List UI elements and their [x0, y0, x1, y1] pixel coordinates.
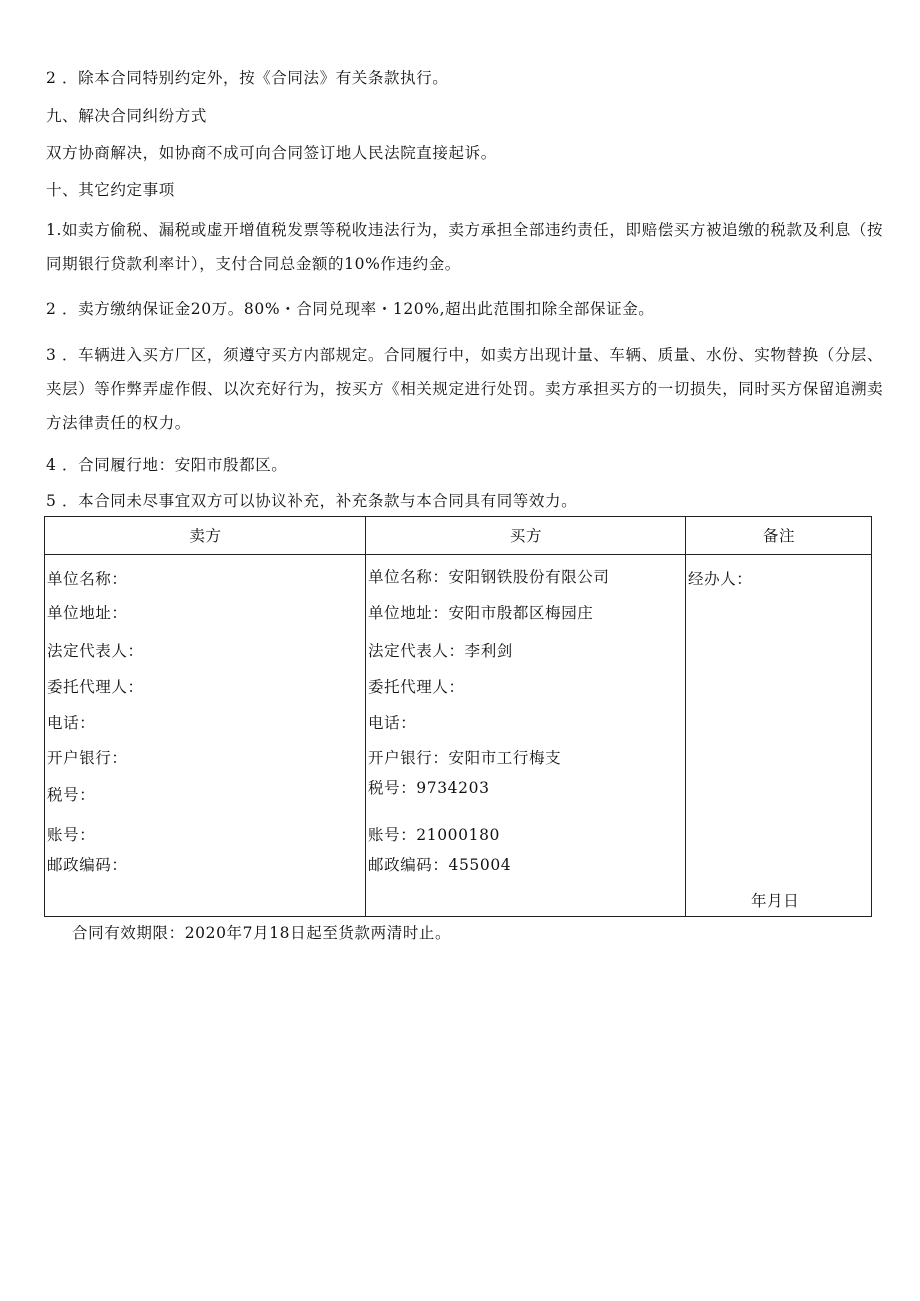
buyer-account: 账号：21000180 [368, 826, 500, 844]
validity-period: 合同有效期限：2020年7月18日起至货款两清时止。 [72, 924, 452, 942]
remark-handler: 经办人： [688, 570, 753, 588]
seller-agent: 委托代理人： [47, 678, 144, 696]
section-10-title: 十、其它约定事项 [46, 181, 175, 199]
section-10-item-1: 1.如卖方偷税、漏税或虚开增值税发票等税收违法行为，卖方承担全部违约责任，即赔偿买方被追缴的税款及利息（按同期银行贷款利率计），支付合同总金额的10%作违约金。 [46, 221, 884, 273]
buyer-bank: 开户银行：安阳市工行梅支 [368, 749, 562, 767]
header-remark: 备注 [762, 527, 796, 545]
remark-date: 年月日 [751, 892, 800, 910]
buyer-unit-name: 单位名称：安阳钢铁股份有限公司 [368, 568, 610, 586]
section-9-title: 九、解决合同纠纷方式 [46, 107, 208, 125]
buyer-postcode: 邮政编码：455004 [368, 856, 512, 874]
section-9-text: 双方协商解决，如协商不成可向合同签订地人民法院直接起诉。 [46, 144, 497, 162]
seller-postcode: 邮政编码： [47, 856, 128, 874]
buyer-tax-no: 税号：9734203 [368, 779, 490, 797]
buyer-unit-address: 单位地址：安阳市殷都区梅园庄 [368, 604, 594, 622]
clause-item-2: 2 ．除本合同特别约定外，按《合同法》有关条款执行。 [46, 69, 449, 87]
section-10-item-2: 2 ．卖方缴纳保证金20万。80%・合同兑现率・120%,超出此范围扣除全部保证金。 [46, 300, 655, 318]
section-10-item-3: 3 ．车辆进入买方厂区，须遵守买方内部规定。合同履行中，如卖方出现计量、车辆、质量、水份、实物替换（分层、夹层）等作弊弄虚作假、以次充好行为，按买方《相关规定进行处罚。卖方承担买方的一切损失，同时买方保留追溯卖方法律责任的权力。 [46, 346, 884, 432]
header-seller: 卖方 [189, 527, 222, 545]
seller-tax-no: 税号： [47, 786, 96, 804]
buyer-phone: 电话： [368, 714, 417, 732]
party-info-table [44, 516, 872, 917]
seller-phone: 电话： [47, 714, 96, 732]
buyer-agent: 委托代理人： [368, 678, 465, 696]
buyer-legal-rep: 法定代表人：李利剑 [368, 642, 513, 660]
section-10-item-5: 5 ．本合同未尽事宜双方可以协议补充，补充条款与本合同具有同等效力。 [46, 492, 578, 510]
seller-unit-address: 单位地址： [47, 604, 128, 622]
header-buyer: 买方 [509, 527, 543, 545]
table-header-row [45, 517, 871, 555]
seller-legal-rep: 法定代表人： [47, 642, 144, 660]
seller-account: 账号： [47, 826, 96, 844]
seller-bank: 开户银行： [47, 749, 128, 767]
column-divider [685, 517, 686, 916]
column-divider [365, 517, 366, 916]
section-10-item-4: 4 ．合同履行地：安阳市殷都区。 [46, 456, 288, 474]
seller-unit-name: 单位名称： [47, 570, 128, 588]
